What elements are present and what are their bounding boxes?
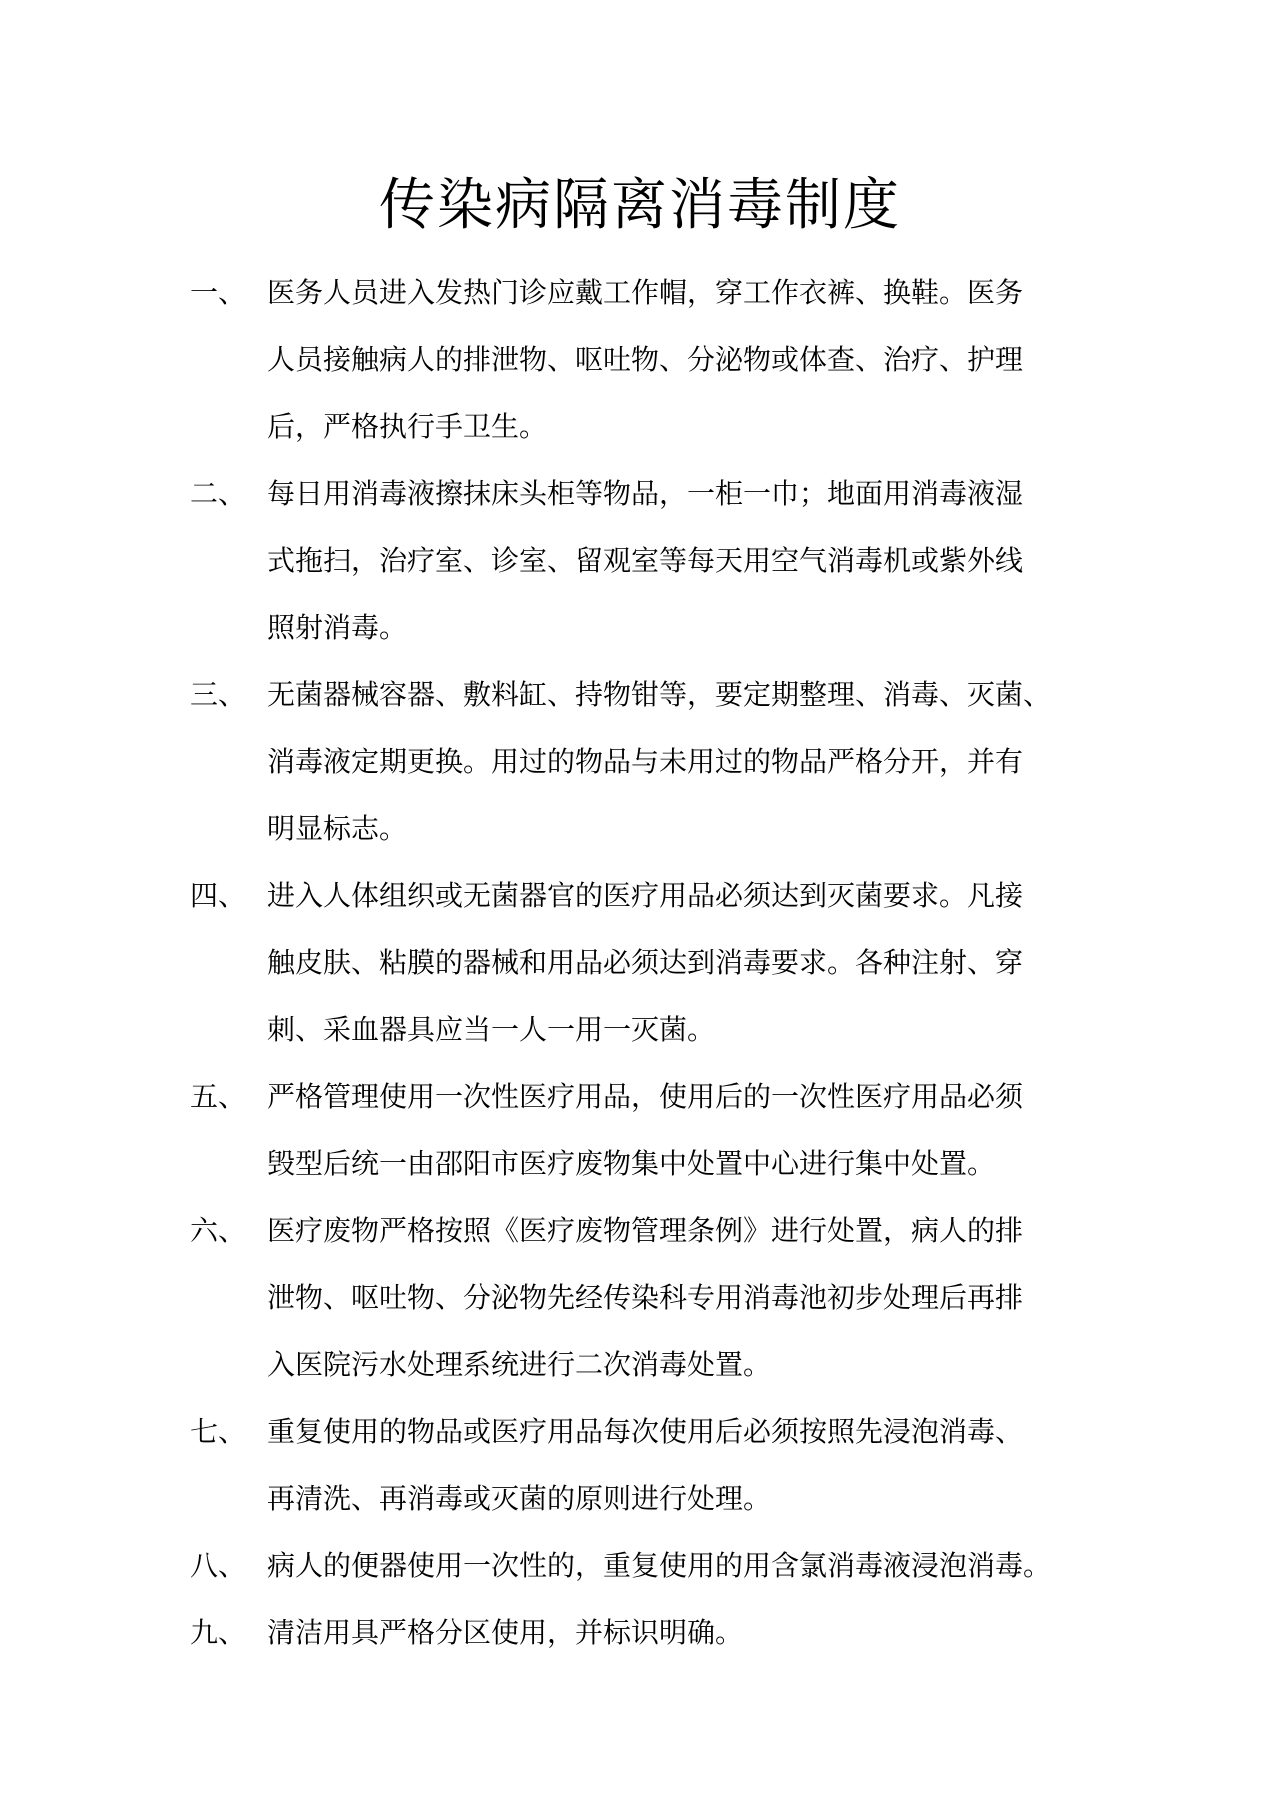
rule-number: 三、 <box>190 678 247 711</box>
rule-line: 无菌器械容器、敷料缸、持物钳等，要定期整理、消毒、灭菌、 <box>267 678 1052 711</box>
rule-text <box>267 460 1093 661</box>
rule-item-6 <box>190 1197 1095 1398</box>
rule-line: 清洁用具严格分区使用，并标识明确。 <box>267 1616 744 1649</box>
rule-number: 五、 <box>190 1080 247 1113</box>
rules-list <box>190 259 1095 1666</box>
rule-text <box>267 1398 1093 1532</box>
rule-number: 二、 <box>190 477 247 510</box>
rule-line: 触皮肤、粘膜的器械和用品必须达到消毒要求。各种注射、穿 <box>267 946 1024 979</box>
rule-line: 病人的便器使用一次性的，重复使用的用含氯消毒液浸泡消毒。 <box>267 1549 1052 1582</box>
rule-number: 一、 <box>190 276 247 309</box>
rule-line: 照射消毒。 <box>267 611 408 644</box>
rule-text <box>267 1532 1093 1599</box>
rule-line: 后，严格执行手卫生。 <box>267 410 548 443</box>
rule-line: 明显标志。 <box>267 812 408 845</box>
rule-line: 再清洗、再消毒或灭菌的原则进行处理。 <box>267 1482 772 1515</box>
rule-item-3 <box>190 661 1095 862</box>
rule-line: 医疗废物严格按照《医疗废物管理条例》进行处置，病人的排 <box>267 1214 1024 1247</box>
rule-line: 入医院污水处理系统进行二次消毒处置。 <box>267 1348 772 1381</box>
rule-line: 每日用消毒液擦抹床头柜等物品，一柜一巾；地面用消毒液湿 <box>267 477 1024 510</box>
rule-line: 毁型后统一由邵阳市医疗废物集中处置中心进行集中处置。 <box>267 1147 996 1180</box>
rule-text <box>267 862 1093 1063</box>
rule-text <box>267 1599 1093 1666</box>
rule-item-4 <box>190 862 1095 1063</box>
rule-item-1 <box>190 259 1095 460</box>
rule-number: 八、 <box>190 1549 247 1582</box>
rule-line: 进入人体组织或无菌器官的医疗用品必须达到灭菌要求。凡接 <box>267 879 1024 912</box>
rule-item-2 <box>190 460 1095 661</box>
rule-line: 严格管理使用一次性医疗用品，使用后的一次性医疗用品必须 <box>267 1080 1024 1113</box>
rule-line: 医务人员进入发热门诊应戴工作帽，穿工作衣裤、换鞋。医务 <box>267 276 1024 309</box>
rule-line: 人员接触病人的排泄物、呕吐物、分泌物或体查、治疗、护理 <box>267 343 1024 376</box>
rule-item-9 <box>190 1599 1095 1666</box>
rule-line: 式拖扫，治疗室、诊室、留观室等每天用空气消毒机或紫外线 <box>267 544 1024 577</box>
rule-line: 消毒液定期更换。用过的物品与未用过的物品严格分开，并有 <box>267 745 1024 778</box>
rule-text <box>267 259 1093 460</box>
rule-number: 四、 <box>190 879 247 912</box>
rule-item-8 <box>190 1532 1095 1599</box>
rule-number: 九、 <box>190 1616 247 1649</box>
rule-text <box>267 1197 1093 1398</box>
rule-text <box>267 1063 1093 1197</box>
rule-line: 重复使用的物品或医疗用品每次使用后必须按照先浸泡消毒、 <box>267 1415 1024 1448</box>
rule-number: 七、 <box>190 1415 247 1448</box>
rule-item-7 <box>190 1398 1095 1532</box>
rule-text <box>267 661 1093 862</box>
rule-line: 刺、采血器具应当一人一用一灭菌。 <box>267 1013 716 1046</box>
rule-item-5 <box>190 1063 1095 1197</box>
rule-line: 泄物、呕吐物、分泌物先经传染科专用消毒池初步处理后再排 <box>267 1281 1024 1314</box>
document-title: 传染病隔离消毒制度 <box>379 173 901 238</box>
rule-number: 六、 <box>190 1214 247 1247</box>
